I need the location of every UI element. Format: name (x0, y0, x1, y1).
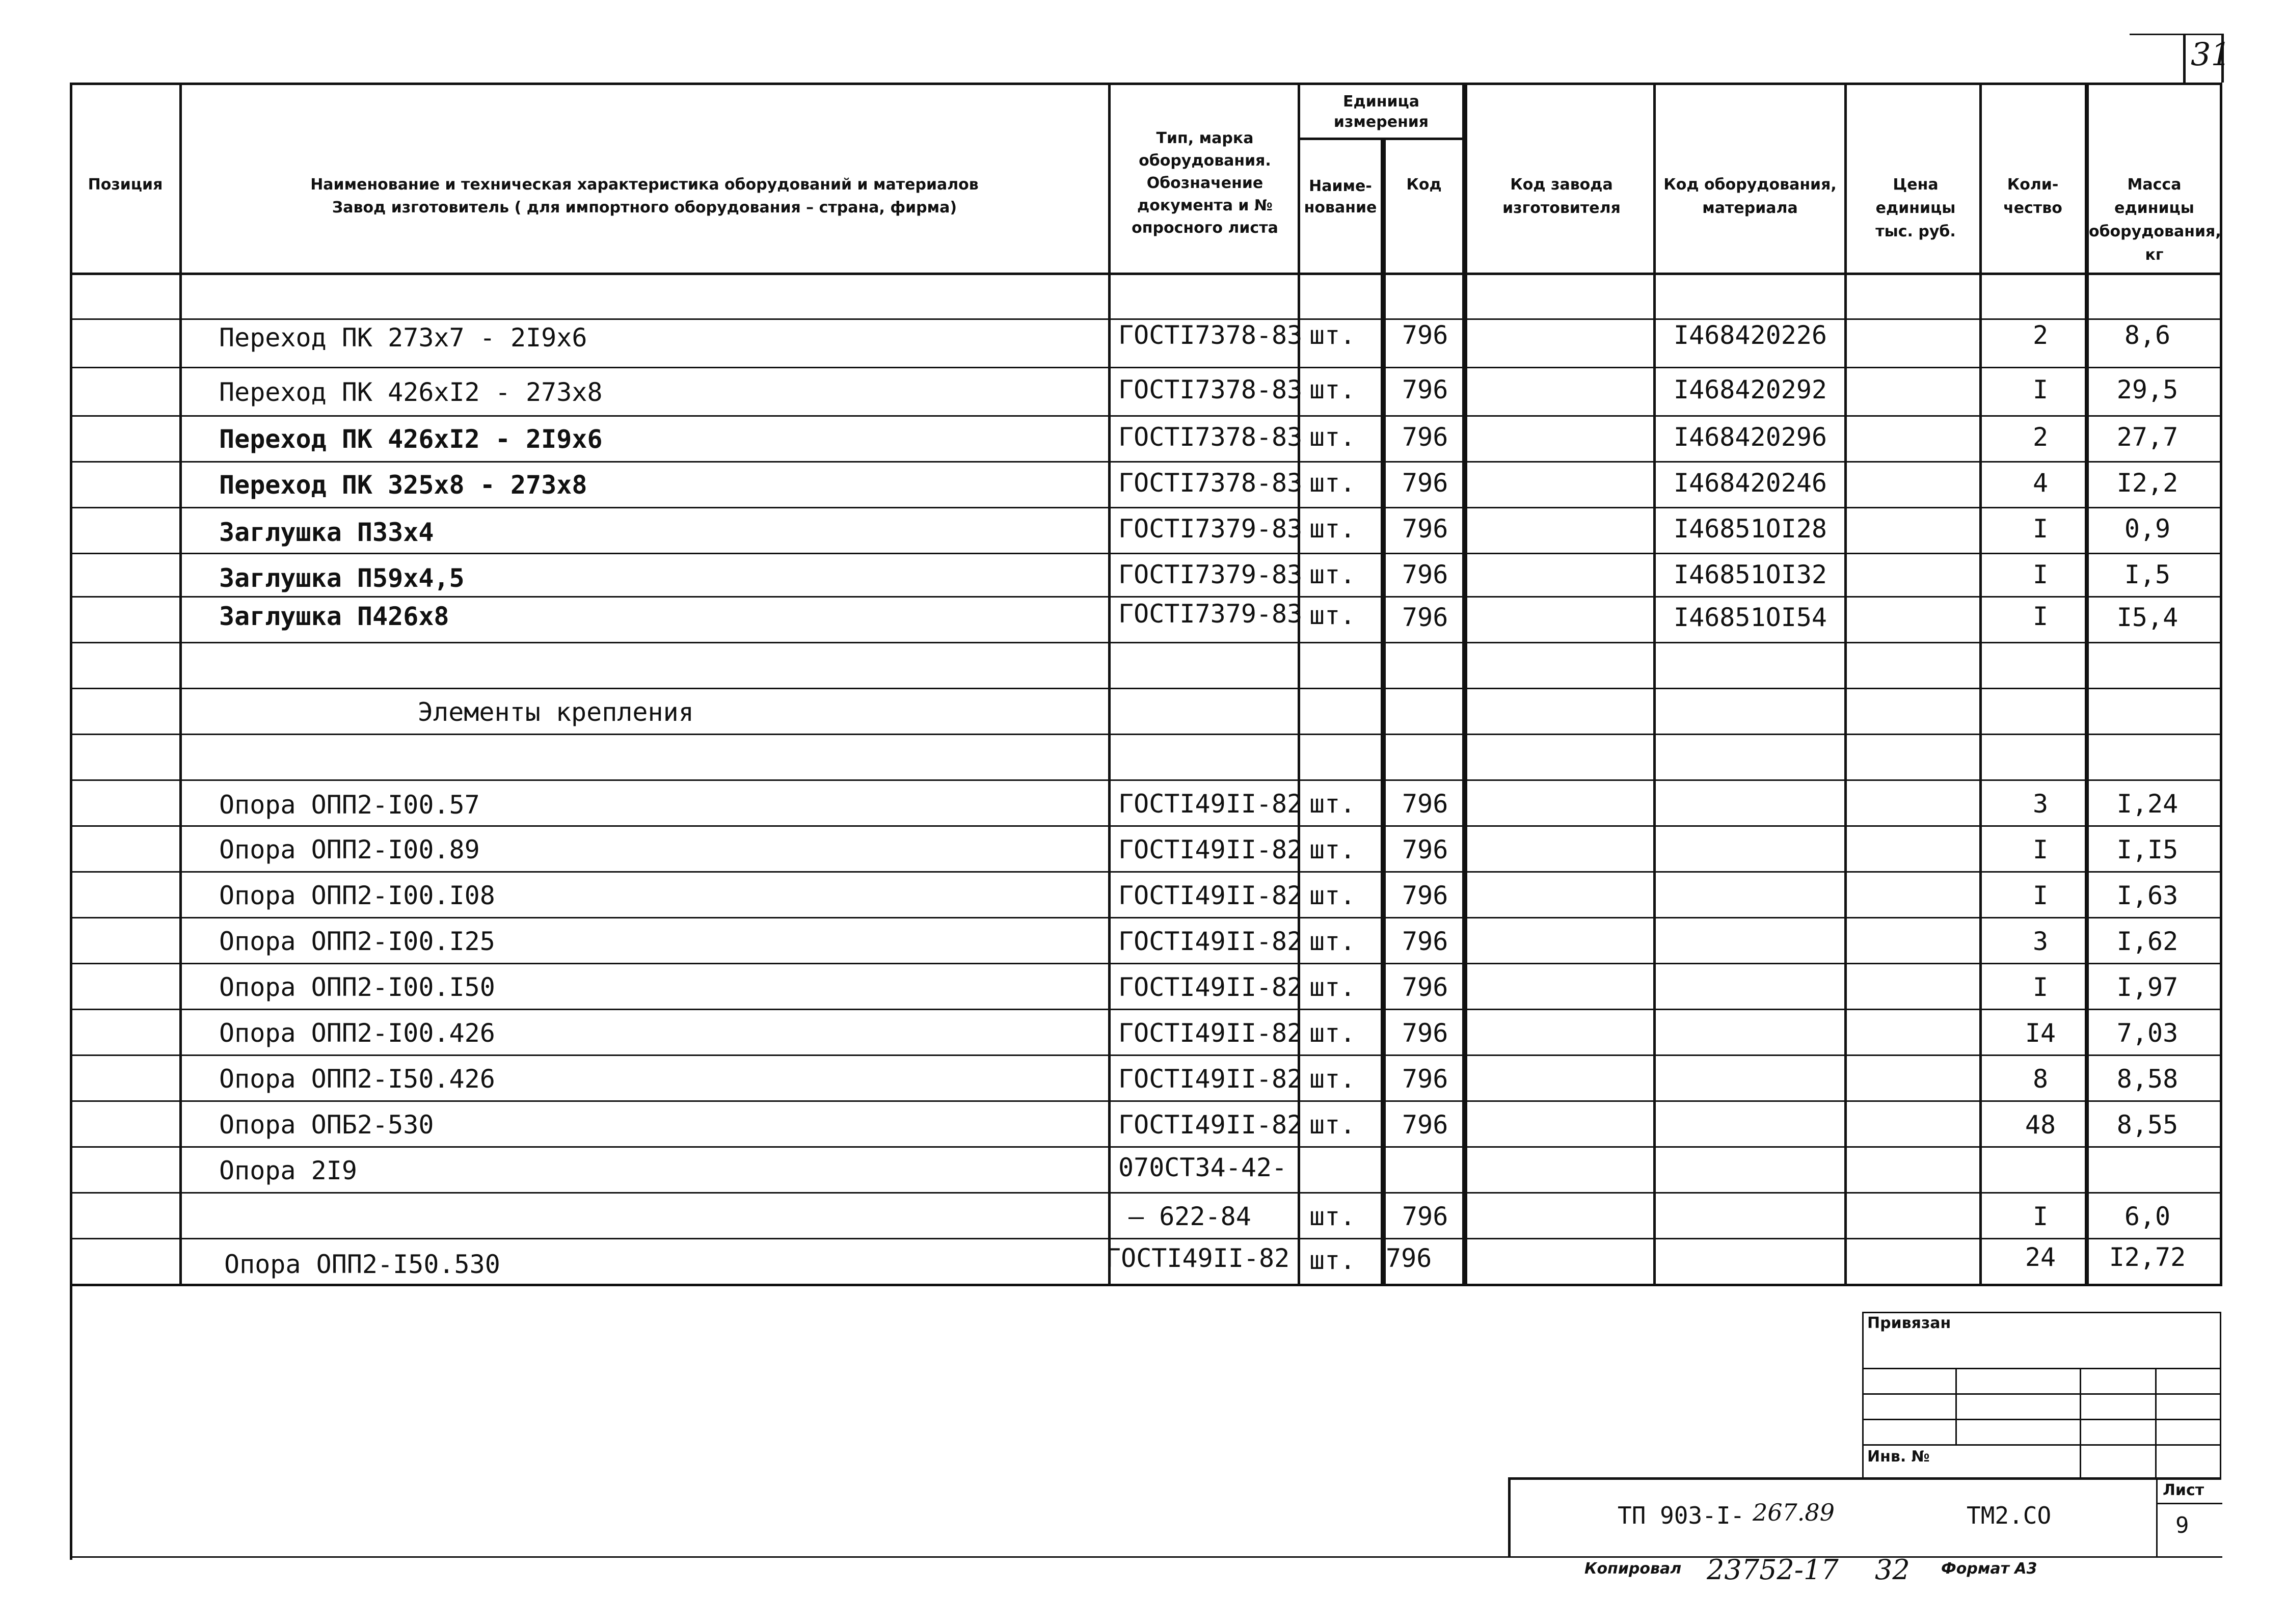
corner-box-edge (2183, 34, 2186, 83)
row-unit: шт. (1309, 468, 1356, 498)
row-doc: ГОСТI49II-82 (1118, 789, 1303, 819)
row-qty: 24 (2025, 1242, 2056, 1272)
row-qty: I (2032, 835, 2049, 864)
row-mass: 29,5 (2116, 375, 2179, 404)
row-unit: шт. (1309, 514, 1356, 544)
copied-number: 23752-17 (1707, 1554, 1839, 1586)
hdr-position: Позиция (88, 176, 163, 194)
row-line (70, 688, 2222, 689)
row-mass: 6,0 (2124, 1202, 2171, 1231)
title-block-left (1508, 1477, 1511, 1556)
row-qty: 48 (2025, 1110, 2056, 1140)
row-doc: ГОСТI7379-83 (1118, 560, 1303, 589)
row-line (70, 1192, 2222, 1194)
row-unit: шт. (1309, 375, 1356, 404)
row-line (70, 367, 2222, 368)
row-code: 796 (1402, 927, 1448, 956)
row-code: 796 (1402, 881, 1448, 910)
list-label: Лист (2163, 1481, 2204, 1499)
row-line (70, 963, 2222, 964)
row-qty: I (2032, 514, 2049, 544)
row-equip: I46851OI28 (1674, 514, 1827, 544)
row-code: 796 (1402, 560, 1448, 589)
row-line (70, 461, 2222, 463)
row-line (70, 1100, 2222, 1102)
row-name: Заглушка П426х8 (219, 602, 449, 631)
row-unit: шт. (1309, 1018, 1356, 1048)
doc-code: ТП 903-I- (1618, 1502, 1745, 1529)
row-qty: 3 (2032, 927, 2049, 956)
header-bottom (70, 273, 2222, 275)
col-line (1381, 138, 1386, 1285)
hdr-qty: Коли-чество (2003, 176, 2062, 217)
row-name: Опора ОПП2-I00.89 (219, 835, 480, 864)
col-line (1653, 83, 1656, 1285)
row-code: 796 (1402, 789, 1448, 819)
row-code: 796 (1402, 1018, 1448, 1048)
row-doc: ГОСТI7379-83 (1118, 514, 1303, 544)
col-line (2220, 83, 2222, 1285)
hdr-name-1: Наименование и техническая характеристика оборудований и материалов (310, 176, 979, 194)
row-name: Опора ОПП2-I00.57 (219, 790, 480, 820)
row-equip: I46851OI54 (1674, 603, 1827, 632)
row-name: Опора ОПП2-I00.I25 (219, 927, 495, 956)
hdr-unit-name: Наиме-нование (1304, 177, 1377, 216)
row-unit: шт. (1309, 320, 1356, 350)
row-mass: I,63 (2116, 881, 2179, 910)
row-doc: – 622-84 (1128, 1202, 1251, 1231)
stamp-line (1862, 1419, 2221, 1420)
row-name: Заглушка П59х4,5 (219, 563, 465, 593)
row-code: 796 (1402, 603, 1448, 632)
row-unit: шт. (1309, 881, 1356, 910)
row-doc: ГОСТI7378-83 (1118, 468, 1303, 498)
row-equip: I468420226 (1674, 320, 1827, 350)
row-qty: 2 (2032, 422, 2049, 452)
frame-left (70, 83, 72, 1560)
col-line (1462, 83, 1467, 1285)
unit-group-line (1298, 138, 1462, 140)
corner-sheet-number: 31 (2191, 36, 2231, 73)
row-name: Переход ПК 325х8 - 273х8 (219, 470, 587, 500)
row-doc: ГОСТI49II-82 (1118, 972, 1303, 1002)
col-line (179, 83, 182, 1285)
row-qty: I (2032, 1202, 2049, 1231)
hdr-plant-code: Код завода изготовителя (1502, 176, 1621, 217)
row-unit: шт. (1309, 1202, 1356, 1231)
table-bottom (70, 1284, 2222, 1286)
row-code: 796 (1402, 972, 1448, 1002)
row-mass: 0,9 (2124, 514, 2171, 544)
row-mass: 8,58 (2116, 1064, 2179, 1094)
row-doc: ГОСТI49II-82 (1118, 927, 1303, 956)
row-mass: 8,6 (2124, 320, 2171, 350)
row-mass: 7,03 (2116, 1018, 2179, 1048)
row-line (70, 507, 2222, 508)
row-mass: I2,2 (2116, 468, 2179, 498)
hdr-equip-code: Код оборудования, материала (1663, 176, 1837, 217)
row-unit: шт. (1309, 927, 1356, 956)
row-doc: ГОСТI7378-83 (1118, 320, 1303, 350)
row-qty: I (2032, 560, 2049, 589)
row-qty: 8 (2032, 1064, 2049, 1094)
row-line (70, 415, 2222, 417)
row-qty: I (2032, 881, 2049, 910)
row-doc: ГОСТI7378-83 (1118, 375, 1303, 404)
row-doc: ГОСТI49II-82 (1118, 1064, 1303, 1094)
row-doc: ГОСТI7378-83 (1118, 422, 1303, 452)
row-mass: 27,7 (2116, 422, 2179, 452)
row-mass: I,I5 (2116, 835, 2179, 864)
row-name: Опора ОПП2-I00.426 (219, 1018, 495, 1048)
row-equip: I468420296 (1674, 422, 1827, 452)
row-equip: I468420292 (1674, 375, 1827, 404)
row-unit: шт. (1309, 601, 1356, 630)
sheet-code: ТМ2.СО (1967, 1502, 2052, 1529)
row-unit: шт. (1309, 1110, 1356, 1140)
row-line (70, 1146, 2222, 1148)
row-mass: 8,55 (2116, 1110, 2179, 1140)
stamp-line (1862, 1312, 1864, 1480)
row-unit: шт. (1309, 789, 1356, 819)
row-line (70, 779, 2222, 781)
corner-rule (2130, 34, 2221, 35)
row-line (70, 1238, 2222, 1239)
frame-top (70, 83, 2222, 85)
row-doc: ГОСТI7379-83 (1118, 599, 1303, 629)
row-name: Заглушка П33х4 (219, 518, 434, 547)
row-name: Опора ОПП2-I50.530 (224, 1250, 500, 1279)
list-number: 9 (2175, 1512, 2189, 1538)
row-mass: I5,4 (2116, 603, 2179, 632)
stamp-line (1862, 1393, 2221, 1395)
row-code: 796 (1402, 1202, 1448, 1231)
row-line (70, 1054, 2222, 1056)
row-name: Опора ОПБ2-530 (219, 1110, 434, 1140)
format-label: Формат А3 (1941, 1560, 2037, 1578)
row-doc: ГОСТI49II-82 (1118, 835, 1303, 864)
row-name: Переход ПК 426хI2 - 273х8 (219, 377, 603, 407)
row-line (70, 871, 2222, 873)
stamp-line (2220, 1312, 2221, 1480)
row-name: Опора ОПП2-I00.I50 (219, 972, 495, 1002)
row-code: 796 (1402, 835, 1448, 864)
row-code: 796 (1386, 1243, 1432, 1273)
row-code: 796 (1402, 1064, 1448, 1094)
row-code: 796 (1402, 514, 1448, 544)
section-title: Элементы крепления (418, 697, 694, 727)
row-mass: I2,72 (2109, 1242, 2186, 1272)
row-doc: ГОСТI49II-82 (1106, 1243, 1290, 1273)
hdr-name-2: Завод изготовитель ( для импортного оборудования – страна, фирма) (332, 199, 957, 216)
stamp-privyazan: Привязан (1867, 1314, 1951, 1332)
row-equip: I46851OI32 (1674, 560, 1827, 589)
row-line (70, 553, 2222, 554)
hdr-unit-code: Код (1406, 176, 1442, 194)
row-name: Опора ОПП2-I50.426 (219, 1064, 495, 1094)
row-qty: 3 (2032, 789, 2049, 819)
col-line (2085, 83, 2089, 1285)
row-mass: I,5 (2124, 560, 2171, 589)
row-doc: ГОСТI49II-82 (1118, 1110, 1303, 1140)
row-name: Опора 2I9 (219, 1156, 357, 1185)
hdr-unit-group: Единица измерения (1333, 93, 1429, 131)
row-doc: 070СТ34-42- (1118, 1153, 1287, 1182)
col-line (1844, 83, 1847, 1285)
row-line (70, 642, 2222, 643)
row-mass: I,62 (2116, 927, 2179, 956)
row-name: Опора ОПП2-I00.I08 (219, 881, 495, 910)
row-mass: I,24 (2116, 789, 2179, 819)
col-line (1108, 83, 1111, 1285)
row-code: 796 (1402, 1110, 1448, 1140)
stamp-inv: Инв. № (1867, 1448, 1930, 1466)
row-unit: шт. (1309, 1064, 1356, 1094)
copied-sheet: 32 (1875, 1554, 1910, 1586)
row-qty: I (2032, 375, 2049, 404)
row-equip: I468420246 (1674, 468, 1827, 498)
row-qty: I (2032, 602, 2049, 631)
row-line (70, 734, 2222, 735)
title-block-top (1508, 1477, 2221, 1480)
row-line (70, 825, 2222, 827)
row-code: 796 (1402, 375, 1448, 404)
row-unit: шт. (1309, 972, 1356, 1002)
col-line (1979, 83, 1982, 1285)
row-unit: шт. (1309, 560, 1356, 589)
row-name: Переход ПК 426хI2 - 2I9х6 (219, 424, 603, 454)
row-qty: I (2032, 972, 2049, 1002)
row-qty: 2 (2032, 320, 2049, 350)
row-doc: ГОСТI49II-82 (1118, 1018, 1303, 1048)
stamp-line (1862, 1312, 2221, 1313)
hdr-price: Цена единицы тыс. руб. (1875, 176, 1956, 240)
row-qty: 4 (2032, 468, 2049, 498)
row-line (70, 1009, 2222, 1010)
row-qty: I4 (2025, 1018, 2056, 1048)
hdr-mass: Масса единицы оборудования, кг (2089, 176, 2221, 264)
row-unit: шт. (1309, 835, 1356, 864)
stamp-line (2080, 1368, 2081, 1480)
row-code: 796 (1402, 422, 1448, 452)
stamp-line (2155, 1368, 2157, 1480)
title-block-divider (2156, 1477, 2158, 1556)
row-unit: шт. (1309, 1246, 1356, 1275)
stamp-line (1862, 1368, 2221, 1369)
row-code: 796 (1402, 468, 1448, 498)
copied-label: Копировал (1584, 1560, 1682, 1578)
row-line (70, 917, 2222, 918)
stamp-line (1862, 1444, 2221, 1446)
row-line (70, 596, 2222, 598)
row-name: Переход ПК 273х7 - 2I9х6 (219, 323, 587, 353)
hdr-type: Тип, марка оборудования. Обозначение документа и № опросного листа (1132, 129, 1278, 237)
col-line (1298, 83, 1300, 1285)
row-code: 796 (1402, 320, 1448, 350)
doc-code-handwritten: 267.89 (1753, 1499, 1835, 1526)
row-doc: ГОСТI49II-82 (1118, 881, 1303, 910)
title-block-list-line (2156, 1503, 2222, 1504)
row-unit: шт. (1309, 422, 1356, 452)
stamp-line (1955, 1368, 1957, 1444)
row-mass: I,97 (2116, 972, 2179, 1002)
